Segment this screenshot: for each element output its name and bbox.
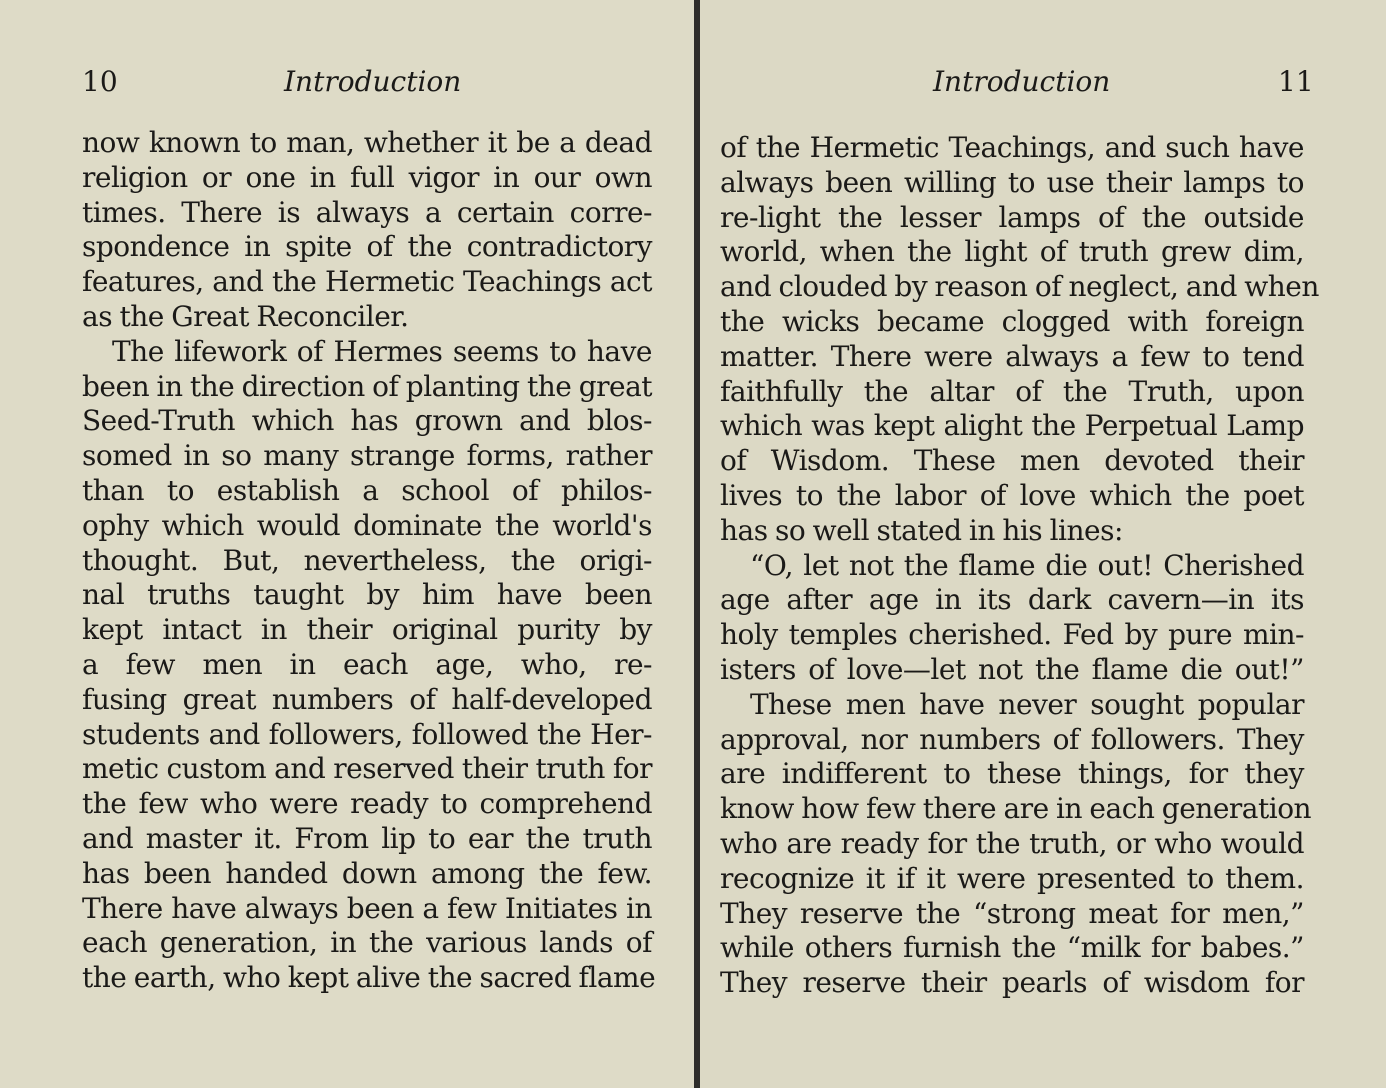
text-line: world, when the light of truth grew dim, xyxy=(720,235,1304,269)
right-page xyxy=(700,0,1386,1088)
text-line: faithfully the altar of the Truth, upon xyxy=(720,374,1304,408)
right-body-text xyxy=(720,131,1319,1001)
text-line: The lifework of Hermes seems to have xyxy=(112,334,652,368)
text-line: metic custom and reserved their truth for xyxy=(82,752,652,786)
text-line: which was kept alight the Perpetual Lamp xyxy=(720,409,1304,443)
text-line: of the Hermetic Teachings, and such have xyxy=(720,131,1304,164)
text-line: fusing great numbers of half-developed xyxy=(82,682,652,716)
text-line: They reserve the “strong meat for men,” xyxy=(720,896,1304,930)
text-line: nal truths taught by him have been xyxy=(82,578,652,612)
text-line: each generation, in the various lands of xyxy=(82,926,652,960)
text-line: thought. But, nevertheless, the origi- xyxy=(82,543,652,577)
text-line: and master it. From lip to ear the truth xyxy=(82,821,652,855)
left-running-head: Introduction xyxy=(284,65,462,98)
text-line: the few who were ready to comprehend xyxy=(82,787,652,821)
text-line: re-light the lesser lamps of the outside xyxy=(720,200,1304,234)
right-folio: 11 xyxy=(1278,65,1314,98)
text-line: Seed-Truth which has grown and blos- xyxy=(82,404,652,438)
text-line: They reserve their pearls of wisdom for xyxy=(720,966,1304,1000)
text-line: now known to man, whether it be a dead xyxy=(82,126,652,159)
text-line: than to establish a school of philos- xyxy=(82,473,652,507)
text-line: always been willing to use their lamps to xyxy=(720,165,1304,199)
text-line: matter. There were always a few to tend xyxy=(720,339,1304,373)
text-line: age after age in its dark cavern—in its xyxy=(720,583,1304,617)
text-line: features, and the Hermetic Teachings act xyxy=(82,265,652,299)
text-line: These men have never sought popular xyxy=(750,687,1304,721)
text-line: approval, nor numbers of followers. They xyxy=(720,722,1304,756)
text-line: know how few there are in each generation xyxy=(720,792,1312,826)
left-folio: 10 xyxy=(82,65,118,98)
text-line: students and followers, followed the Her- xyxy=(82,717,652,751)
text-line: holy temples cherished. Fed by pure min- xyxy=(720,618,1304,652)
text-line: of Wisdom. These men devoted their xyxy=(720,444,1304,478)
text-line: are indifferent to these things, for they xyxy=(720,757,1304,791)
text-line: the wicks became clogged with foreign xyxy=(720,304,1304,338)
left-body-text xyxy=(82,126,656,996)
text-line: somed in so many strange forms, rather xyxy=(82,439,652,473)
text-line: times. There is always a certain corre- xyxy=(82,195,652,229)
text-line: while others furnish the “milk for babes.” xyxy=(720,931,1304,965)
text-line: the earth, who kept alive the sacred flame xyxy=(82,961,656,995)
text-line: religion or one in full vigor in our own xyxy=(82,160,652,194)
text-line: has been handed down among the few. xyxy=(82,856,652,890)
text-line: lives to the labor of love which the poet xyxy=(720,478,1304,512)
text-line: isters of love—let not the flame die out!” xyxy=(720,652,1304,686)
text-line: recognize it if it were presented to them. xyxy=(720,861,1304,895)
text-line: a few men in each age, who, re- xyxy=(82,647,652,681)
text-line: has so well stated in his lines: xyxy=(720,513,1123,547)
right-running-head: Introduction xyxy=(933,65,1111,98)
text-line: spondence in spite of the contradictory xyxy=(82,230,652,264)
text-line: kept intact in their original purity by xyxy=(82,613,652,647)
text-line: been in the direction of planting the great xyxy=(82,369,653,403)
text-line: and clouded by reason of neglect, and when xyxy=(720,270,1319,304)
text-line: “O, let not the flame die out! Cherished xyxy=(750,548,1304,582)
text-line: as the Great Reconciler. xyxy=(82,299,409,333)
text-line: who are ready for the truth, or who would xyxy=(720,826,1304,860)
text-line: There have always been a few Initiates in xyxy=(82,891,652,925)
text-line: ophy which would dominate the world's xyxy=(82,508,652,542)
